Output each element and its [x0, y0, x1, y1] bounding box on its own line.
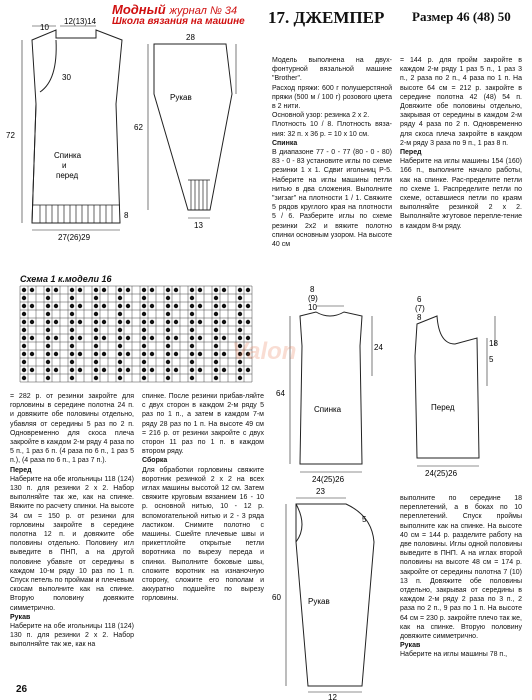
stitch-dot [22, 288, 26, 292]
stitch-dot [166, 312, 170, 316]
stitch-dot [238, 312, 242, 316]
dim-front-small: 5 [489, 355, 494, 364]
magazine-subtitle: Школа вязания на машине [112, 16, 245, 27]
bottom-column-2 [142, 392, 264, 604]
dim-sleeve-length: 62 [134, 123, 143, 132]
stitch-dot [214, 360, 218, 364]
stitch-dot [246, 304, 250, 308]
stitch-dot [22, 328, 26, 332]
stitch-dot [214, 312, 218, 316]
yarn-desc: Расход пряжи: 600 г полушерстяной пряжи (500 м / 100 г) розового цвета в 2 нити. [272, 84, 392, 111]
assembly-instructions: Для обработки горловины свяжите воротник резинкой 2 х 2 на всех иглах машины высотой 12 см. Затем свяжите круговым вязанием 16 - 10 р. основной нитью, 10 - 12 р. вспомогательной нитью и 2 - 3 ряда ластиком. Снимите полотно с машины. Сшейте плечевые швы и прикеттлойте открытые петли воротника по вырезу переда и спинки. Выполните боковые швы, сложите воротник на изнаночную сторону, сложите его пополам и аккуратно подшейте по вырезу горловины. [142, 466, 264, 603]
stitch-dot [126, 288, 130, 292]
stitch-dot [22, 360, 26, 364]
stitch-dot [78, 368, 82, 372]
dim-front-neck-c: 8 [417, 313, 422, 322]
stitch-dot [70, 320, 74, 324]
stitch-dot [46, 344, 50, 348]
stitch-dot [142, 296, 146, 300]
heading-front-b: Перед [10, 466, 32, 474]
stitch-dot [30, 368, 34, 372]
stitch-dot [174, 352, 178, 356]
stitch-dot [142, 320, 146, 324]
stitch-dot [174, 368, 178, 372]
page-number: 26 [16, 684, 28, 695]
stitch-dot [102, 368, 106, 372]
label-back: Спинка [54, 151, 82, 160]
stitch-dot [198, 368, 202, 372]
dim-back-width: 24(25)26 [312, 475, 345, 484]
stitch-dot [94, 304, 98, 308]
stitch-dot [238, 320, 242, 324]
stitch-dot [102, 336, 106, 340]
sleeve-continued: спинке. После резинки прибав-ляйте с двух сторон в каждом 2-м ряду 5 раз по 1 п., а затем в каждом 7-м ряду 28 раз по 1 п. На высоте 49 см = 216 р. от резинки закройте с двух сторон 11 раз по 1 п. в каждом втором ряду. [142, 393, 264, 456]
stitch-dot [150, 320, 154, 324]
dim-length: 72 [6, 131, 15, 140]
stitch-dot [214, 368, 218, 372]
label-front-2: Перед [431, 403, 455, 412]
stitch-dot [246, 288, 250, 292]
stitch-dot [118, 336, 122, 340]
stitch-dot [78, 336, 82, 340]
stitch-dot [214, 336, 218, 340]
stitch-dot [142, 328, 146, 332]
stitch-dot [214, 320, 218, 324]
front-instructions: Наберите на иглы машины 154 (160) 166 п., выполните начало работы, как на спинке. Рас-пределите петли по схеме 1. Распределите петли по схеме, оставшиеся петли по краям выполняйте резинкой 2 х 2. Выполняйте жгутовое перепле-тение в каждом 8-м ряду. [400, 158, 522, 230]
stitch-dot [198, 336, 202, 340]
dim-sleeve2-top: 23 [316, 487, 325, 496]
stitch-dot [118, 288, 122, 292]
stitch-dot [198, 320, 202, 324]
dim-front-depth: 18 [489, 339, 498, 348]
stitch-dot [214, 304, 218, 308]
stitch-dot [30, 304, 34, 308]
stitch-dot [118, 296, 122, 300]
stitch-dot [78, 288, 82, 292]
stitch-dot [190, 376, 194, 380]
stitch-dot [238, 376, 242, 380]
stitch-dot [22, 376, 26, 380]
stitch-dot [142, 360, 146, 364]
stitch-dot [54, 320, 58, 324]
stitch-dot [142, 344, 146, 348]
heading-sleeve-c: Рукав [400, 642, 421, 650]
stitch-dot [46, 336, 50, 340]
stitch-dot [190, 368, 194, 372]
stitch-dot [46, 304, 50, 308]
label-back-2: Спинка [314, 405, 342, 414]
stitch-dot [78, 352, 82, 356]
stitch-dot [142, 376, 146, 380]
stitch-dot [150, 368, 154, 372]
article-title [268, 8, 384, 28]
back-neckline: = 282 р. от резинки закройте для горловины в середине полотна 24 п. и довяжите обе половины отдельно, убавляя от середины 5 раз по 2 п. Одновременно для скоса плеча закройте в каждом 2-м ряду 4 раза по 5 п., 1 раз 6 п. (4 раза по 6 п., 1 раз 5 п.), (4 раза по 6 п., 1 раз 7 п.). [10, 393, 134, 465]
stitch-dot [166, 360, 170, 364]
main-pattern: Основной узор: резинка 2 х 2. [272, 112, 370, 120]
stitch-dot [214, 328, 218, 332]
stitch-dot [30, 288, 34, 292]
stitch-dot [222, 304, 226, 308]
stitch-dot [94, 360, 98, 364]
heading-back: Спинка [272, 139, 298, 147]
dim-front-width: 24(25)26 [425, 469, 458, 478]
stitch-dot [214, 296, 218, 300]
stitch-dot [190, 328, 194, 332]
stitch-dot [142, 336, 146, 340]
intro-column [272, 56, 392, 249]
stitch-dot [190, 320, 194, 324]
stitch-dot [190, 288, 194, 292]
stitch-dot [214, 352, 218, 356]
stitch-dot [94, 288, 98, 292]
stitch-dot [166, 336, 170, 340]
stitch-dot [142, 352, 146, 356]
stitch-dot [142, 368, 146, 372]
stitch-dot [142, 312, 146, 316]
sleeve-instructions-b: Наберите на обе игольницы 118 (124) 130 п. для резинки 2 х 2. Набор выполняйте так же, как на [10, 623, 134, 649]
stitch-dot [190, 352, 194, 356]
stitch-dot [94, 336, 98, 340]
magazine-name: Модный [112, 2, 166, 17]
density: Плотность 10 / 8. Плотность вяза-ния: 32 п. х 36 р. = 10 х 10 см. [272, 121, 392, 138]
stitch-dot [222, 320, 226, 324]
stitch-dot [70, 336, 74, 340]
stitch-dot [214, 376, 218, 380]
label-sleeve-2: Рукав [308, 597, 330, 606]
stitch-dot [94, 376, 98, 380]
stitch-dot [190, 304, 194, 308]
stitch-dot [70, 304, 74, 308]
label-sleeve: Рукав [170, 93, 192, 102]
dim-sleeve-top: 28 [186, 33, 195, 42]
stitch-dot [150, 352, 154, 356]
stitch-dot [22, 352, 26, 356]
dim-back-neck-b: (9) [308, 294, 318, 303]
watermark: Valon [232, 338, 297, 365]
stitch-dot [46, 352, 50, 356]
stitch-dot [150, 304, 154, 308]
stitch-dot [222, 336, 226, 340]
stitch-dot [94, 296, 98, 300]
stitch-dot [118, 304, 122, 308]
pattern-back-front [0, 17, 140, 250]
dim-sleeve2-cap: 5 [362, 515, 367, 524]
stitch-dot [118, 344, 122, 348]
stitch-dot [198, 288, 202, 292]
stitch-dot [246, 368, 250, 372]
sleeve-instructions-c: Наберите на иглы машины 78 п., [400, 651, 508, 659]
stitch-dot [70, 296, 74, 300]
stitch-dot [126, 352, 130, 356]
back-instructions: В диапазоне 77 - 0 - 77 (80 - 0 - 80) 83 - 0 - 83 установите иглы по схеме резинки 1 х 1. Сдвиг игольниц Р-5. Наберите на иглы машины петли нитью в два сложения. Выполните "зигзаг" на плотности 1 / 1. Свяжите 5 рядов круглого края на плотности 5 / 6. Разберите иглы по схеме резинки 2х2 и вяжите полотно спинки основным узором. На высоте 40 см [272, 149, 392, 249]
stitch-dot [102, 304, 106, 308]
stitch-dot [54, 336, 58, 340]
stitch-dot [198, 304, 202, 308]
stitch-dot [78, 304, 82, 308]
size-label: Размер 46 (48) 50 [412, 9, 511, 24]
stitch-dot [54, 288, 58, 292]
label-front: перед [56, 171, 79, 180]
stitch-dot [94, 368, 98, 372]
stitch-dot [70, 360, 74, 364]
stitch-dot [22, 320, 26, 324]
scheme-grid [20, 286, 252, 382]
stitch-dot [54, 352, 58, 356]
stitch-dot [214, 288, 218, 292]
stitch-dot [118, 312, 122, 316]
stitch-dot [102, 352, 106, 356]
stitch-dot [22, 344, 26, 348]
stitch-dot [118, 352, 122, 356]
article-number: 17. [268, 8, 290, 27]
stitch-dot [30, 352, 34, 356]
stitch-dot [46, 320, 50, 324]
stitch-dot [126, 368, 130, 372]
front-instructions-b: Наберите на обе игольницы 118 (124) 130 п. для резинки 2 х 2. Набор выполняйте так же, как на спинке. Вяжите по расчету спинки. На высоте 34 см = 150 р. от резинки для горловины закройте в середине полотна 12 п. и довяжите обе половины отдельно. Половину игл выведите в ПНП, а на другой половине убавьте от середины в каждом 10-м ряду 10 раз по 1 п. Спуск петель по проймам и плечевым скосам выполните как на спинке. Вторую половину довяжите симметрично. [10, 475, 134, 612]
stitch-dot [142, 304, 146, 308]
stitch-dot [222, 368, 226, 372]
stitch-dot [22, 336, 26, 340]
heading-sleeve-b: Рукав [10, 613, 31, 621]
stitch-dot [166, 320, 170, 324]
article-name: ДЖЕМПЕР [293, 8, 385, 27]
stitch-dot [238, 328, 242, 332]
stitch-dot [70, 312, 74, 316]
stitch-dot [222, 288, 226, 292]
back-continued: = 144 р. для пройм закройте в каждом 2-м ряду 1 раз 5 п., 1 раз 3 п., 2 раза по 2 п., 4 раза по 1 п. На высоте 64 см = 212 р. закройте в середине полотна 42 (48) 54 п. Довяжите обе половины отдельно, закрывая от середины в каждом 2-м ряду 4 раза по 2 п. Одновременно для скоса плеча закройте в каждом 2-м ряду 3 раза по 9 п., 1 раз 8 п. [400, 57, 522, 147]
label-and: и [62, 161, 67, 170]
front-continued: выполните по середине 18 переплетений, а в боках по 10 переплетений. Спуск проймы выполните как на спинке. На высоте 40 см = 144 р. разделите работу на две половины. Иглы одной половины выведите в ПНП. А на иглах второй половины на высоте 48 см = 174 р. закройте от середины полотна 7 (10) 13 п. Довяжите обе половины отдельно, закрывая от середины в каждом 2-м ряду 2 раза по 3 п., 2 раза по 2 п., 9 раз по 1 п. На высоте 64 см = 230 р. закройте плечо так же, как на спинке. Вторую половину довяжите симметрично. [400, 495, 522, 641]
stitch-dot [166, 288, 170, 292]
dim-back-length: 64 [276, 389, 285, 398]
stitch-dot [222, 352, 226, 356]
stitch-dot [166, 304, 170, 308]
stitch-dot [118, 320, 122, 324]
stitch-dot [174, 304, 178, 308]
stitch-dot [190, 344, 194, 348]
stitch-dot [70, 368, 74, 372]
stitch-dot [94, 328, 98, 332]
stitch-dot [118, 328, 122, 332]
stitch-dot [46, 296, 50, 300]
stitch-dot [198, 352, 202, 356]
bottom-column-1 [10, 392, 134, 650]
stitch-dot [190, 360, 194, 364]
scheme-title: Схема 1 к.модели 16 [20, 274, 112, 284]
stitch-dot [150, 336, 154, 340]
stitch-dot [70, 352, 74, 356]
dim-back-armhole: 24 [374, 343, 383, 352]
stitch-dot [166, 352, 170, 356]
stitch-dot [54, 304, 58, 308]
stitch-dot [70, 376, 74, 380]
dim-sleeve-cuff: 13 [194, 221, 203, 230]
pattern-sleeve-1 [134, 30, 270, 230]
stitch-dot [166, 368, 170, 372]
dim-front-neck-b: (7) [415, 304, 425, 313]
heading-front: Перед [400, 149, 422, 157]
dim-front-neck-a: 6 [417, 295, 422, 304]
bottom-column-3 [400, 494, 522, 660]
stitch-dot [70, 288, 74, 292]
dim-back-neck-a: 8 [310, 285, 315, 294]
stitch-dot [70, 344, 74, 348]
heading-assembly: Сборка [142, 457, 168, 465]
stitch-dot [118, 360, 122, 364]
stitch-dot [46, 376, 50, 380]
stitch-dot [94, 320, 98, 324]
dim-back-neck-c: 10 [308, 303, 317, 312]
stitch-dot [22, 296, 26, 300]
stitch-dot [94, 344, 98, 348]
pattern-sleeve-2 [262, 486, 392, 700]
stitch-dot [78, 320, 82, 324]
stitch-dot [174, 320, 178, 324]
stitch-dot [118, 376, 122, 380]
stitch-dot [174, 288, 178, 292]
stitch-dot [46, 360, 50, 364]
stitch-dot [166, 344, 170, 348]
dim-neck: 12(13)14 [64, 17, 97, 26]
stitch-dot [238, 288, 242, 292]
pattern-front-2 [395, 296, 525, 476]
stitch-dot [238, 368, 242, 372]
stitch-dot [174, 336, 178, 340]
stitch-dot [150, 288, 154, 292]
dim-sleeve2-length: 60 [272, 593, 281, 602]
stitch-dot [166, 328, 170, 332]
stitch-dot [166, 296, 170, 300]
stitch-dot [166, 376, 170, 380]
stitch-dot [30, 320, 34, 324]
stitch-dot [102, 288, 106, 292]
stitch-dot [70, 328, 74, 332]
intro-column-2 [400, 56, 522, 231]
stitch-dot [46, 368, 50, 372]
stitch-dot [126, 336, 130, 340]
stitch-dot [190, 312, 194, 316]
stitch-dot [22, 368, 26, 372]
dim-sleeve2-cuff: 12 [328, 693, 337, 700]
stitch-dot [30, 336, 34, 340]
dim-shoulder: 10 [40, 23, 49, 32]
pattern-back-2 [262, 286, 392, 486]
dim-armhole: 30 [62, 73, 71, 82]
dim-rib: 8 [124, 211, 129, 220]
dim-width: 27(26)29 [58, 233, 91, 242]
stitch-dot [46, 312, 50, 316]
stitch-dot [22, 304, 26, 308]
stitch-dot [142, 288, 146, 292]
stitch-dot [190, 336, 194, 340]
stitch-dot [94, 312, 98, 316]
model-desc: Модель выполнена на двух-фонтурной вязальной машине "Brother". [272, 57, 392, 83]
stitch-dot [118, 368, 122, 372]
stitch-dot [102, 320, 106, 324]
stitch-dot [46, 328, 50, 332]
magazine-issue: журнал № 34 [169, 5, 238, 17]
stitch-dot [54, 368, 58, 372]
stitch-dot [22, 312, 26, 316]
stitch-dot [126, 304, 130, 308]
stitch-dot [126, 320, 130, 324]
stitch-dot [190, 296, 194, 300]
stitch-dot [94, 352, 98, 356]
stitch-dot [246, 320, 250, 324]
stitch-dot [46, 288, 50, 292]
stitch-dot [214, 344, 218, 348]
stitch-dot [238, 304, 242, 308]
stitch-dot [238, 296, 242, 300]
